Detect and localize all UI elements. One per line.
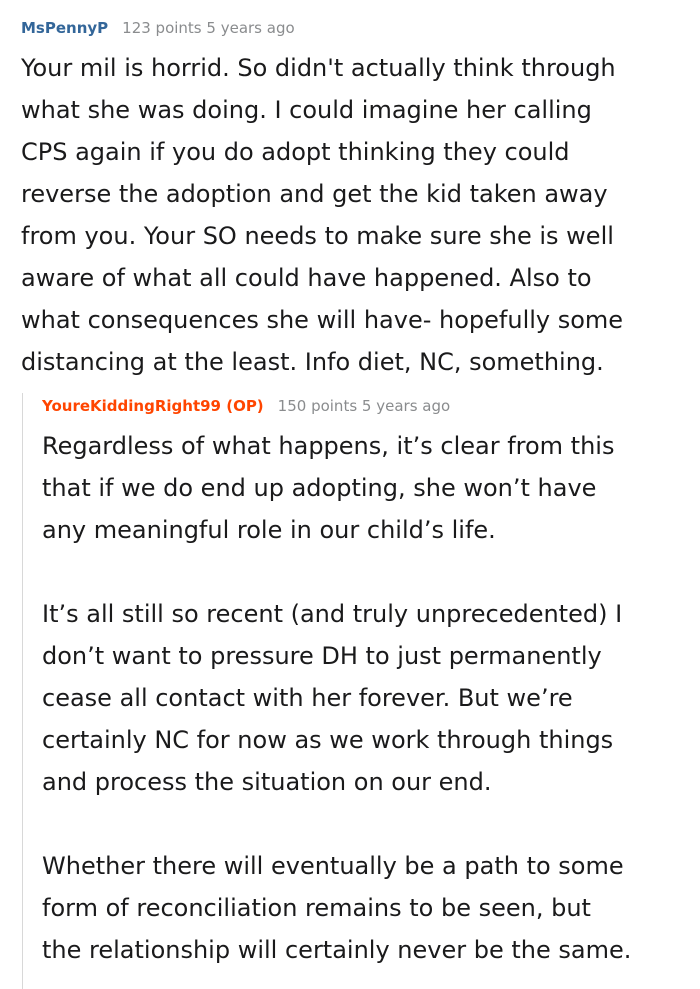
comment-line: certainly NC for now as we work through things	[42, 726, 614, 754]
paragraph-gap	[42, 803, 631, 845]
comment-line: form of reconciliation remains to be seen, but	[42, 894, 591, 922]
comment-line: It’s all still so recent (and truly unprecedented) I	[42, 600, 623, 628]
comment-timestamp[interactable]: 5 years ago	[361, 397, 451, 415]
comment-line: that if we do end up adopting, she won’t have	[42, 474, 597, 502]
comment-line: Whether there will eventually be a path to some	[42, 852, 624, 880]
comment-points: 150 points	[277, 397, 358, 415]
comment-line: from you. Your SO needs to make sure she is well	[21, 222, 614, 250]
comment-line: what she was doing. I could imagine her calling	[21, 96, 592, 124]
comment-line: and process the situation on our end.	[42, 768, 492, 796]
comment-points: 123 points	[122, 19, 202, 37]
comment-line: Your mil is horrid. So didn't actually think through	[21, 54, 616, 82]
comment-line: don’t want to pressure DH to just permanently	[42, 642, 602, 670]
comment-score-time	[278, 397, 451, 415]
comment-score-time	[122, 19, 295, 37]
comment-line: Regardless of what happens, it’s clear from this	[42, 432, 615, 460]
comment-line: what consequences she will have- hopefully some	[21, 306, 624, 334]
thread-line[interactable]	[22, 393, 23, 989]
comment-line: cease all contact with her forever. But we’re	[42, 684, 573, 712]
comment-line: the relationship will certainly never be the same.	[42, 936, 632, 964]
comment-line: distancing at the least. Info diet, NC, something.	[21, 348, 604, 376]
comment-meta	[42, 396, 450, 415]
comment-body	[42, 425, 631, 971]
comment-meta	[21, 18, 295, 37]
comment-author-link[interactable]: MsPennyP	[21, 19, 109, 37]
comment-line: CPS again if you do adopt thinking they could	[21, 138, 570, 166]
comment-line: reverse the adoption and get the kid taken away	[21, 180, 608, 208]
comment-timestamp[interactable]: 5 years ago	[206, 19, 295, 37]
paragraph-gap	[42, 551, 631, 593]
comment-body	[21, 47, 623, 383]
comment-line: aware of what all could have happened. Also to	[21, 264, 592, 292]
comment-author-link[interactable]: YoureKiddingRight99 (OP)	[42, 397, 264, 415]
comment-line: any meaningful role in our child’s life.	[42, 516, 496, 544]
